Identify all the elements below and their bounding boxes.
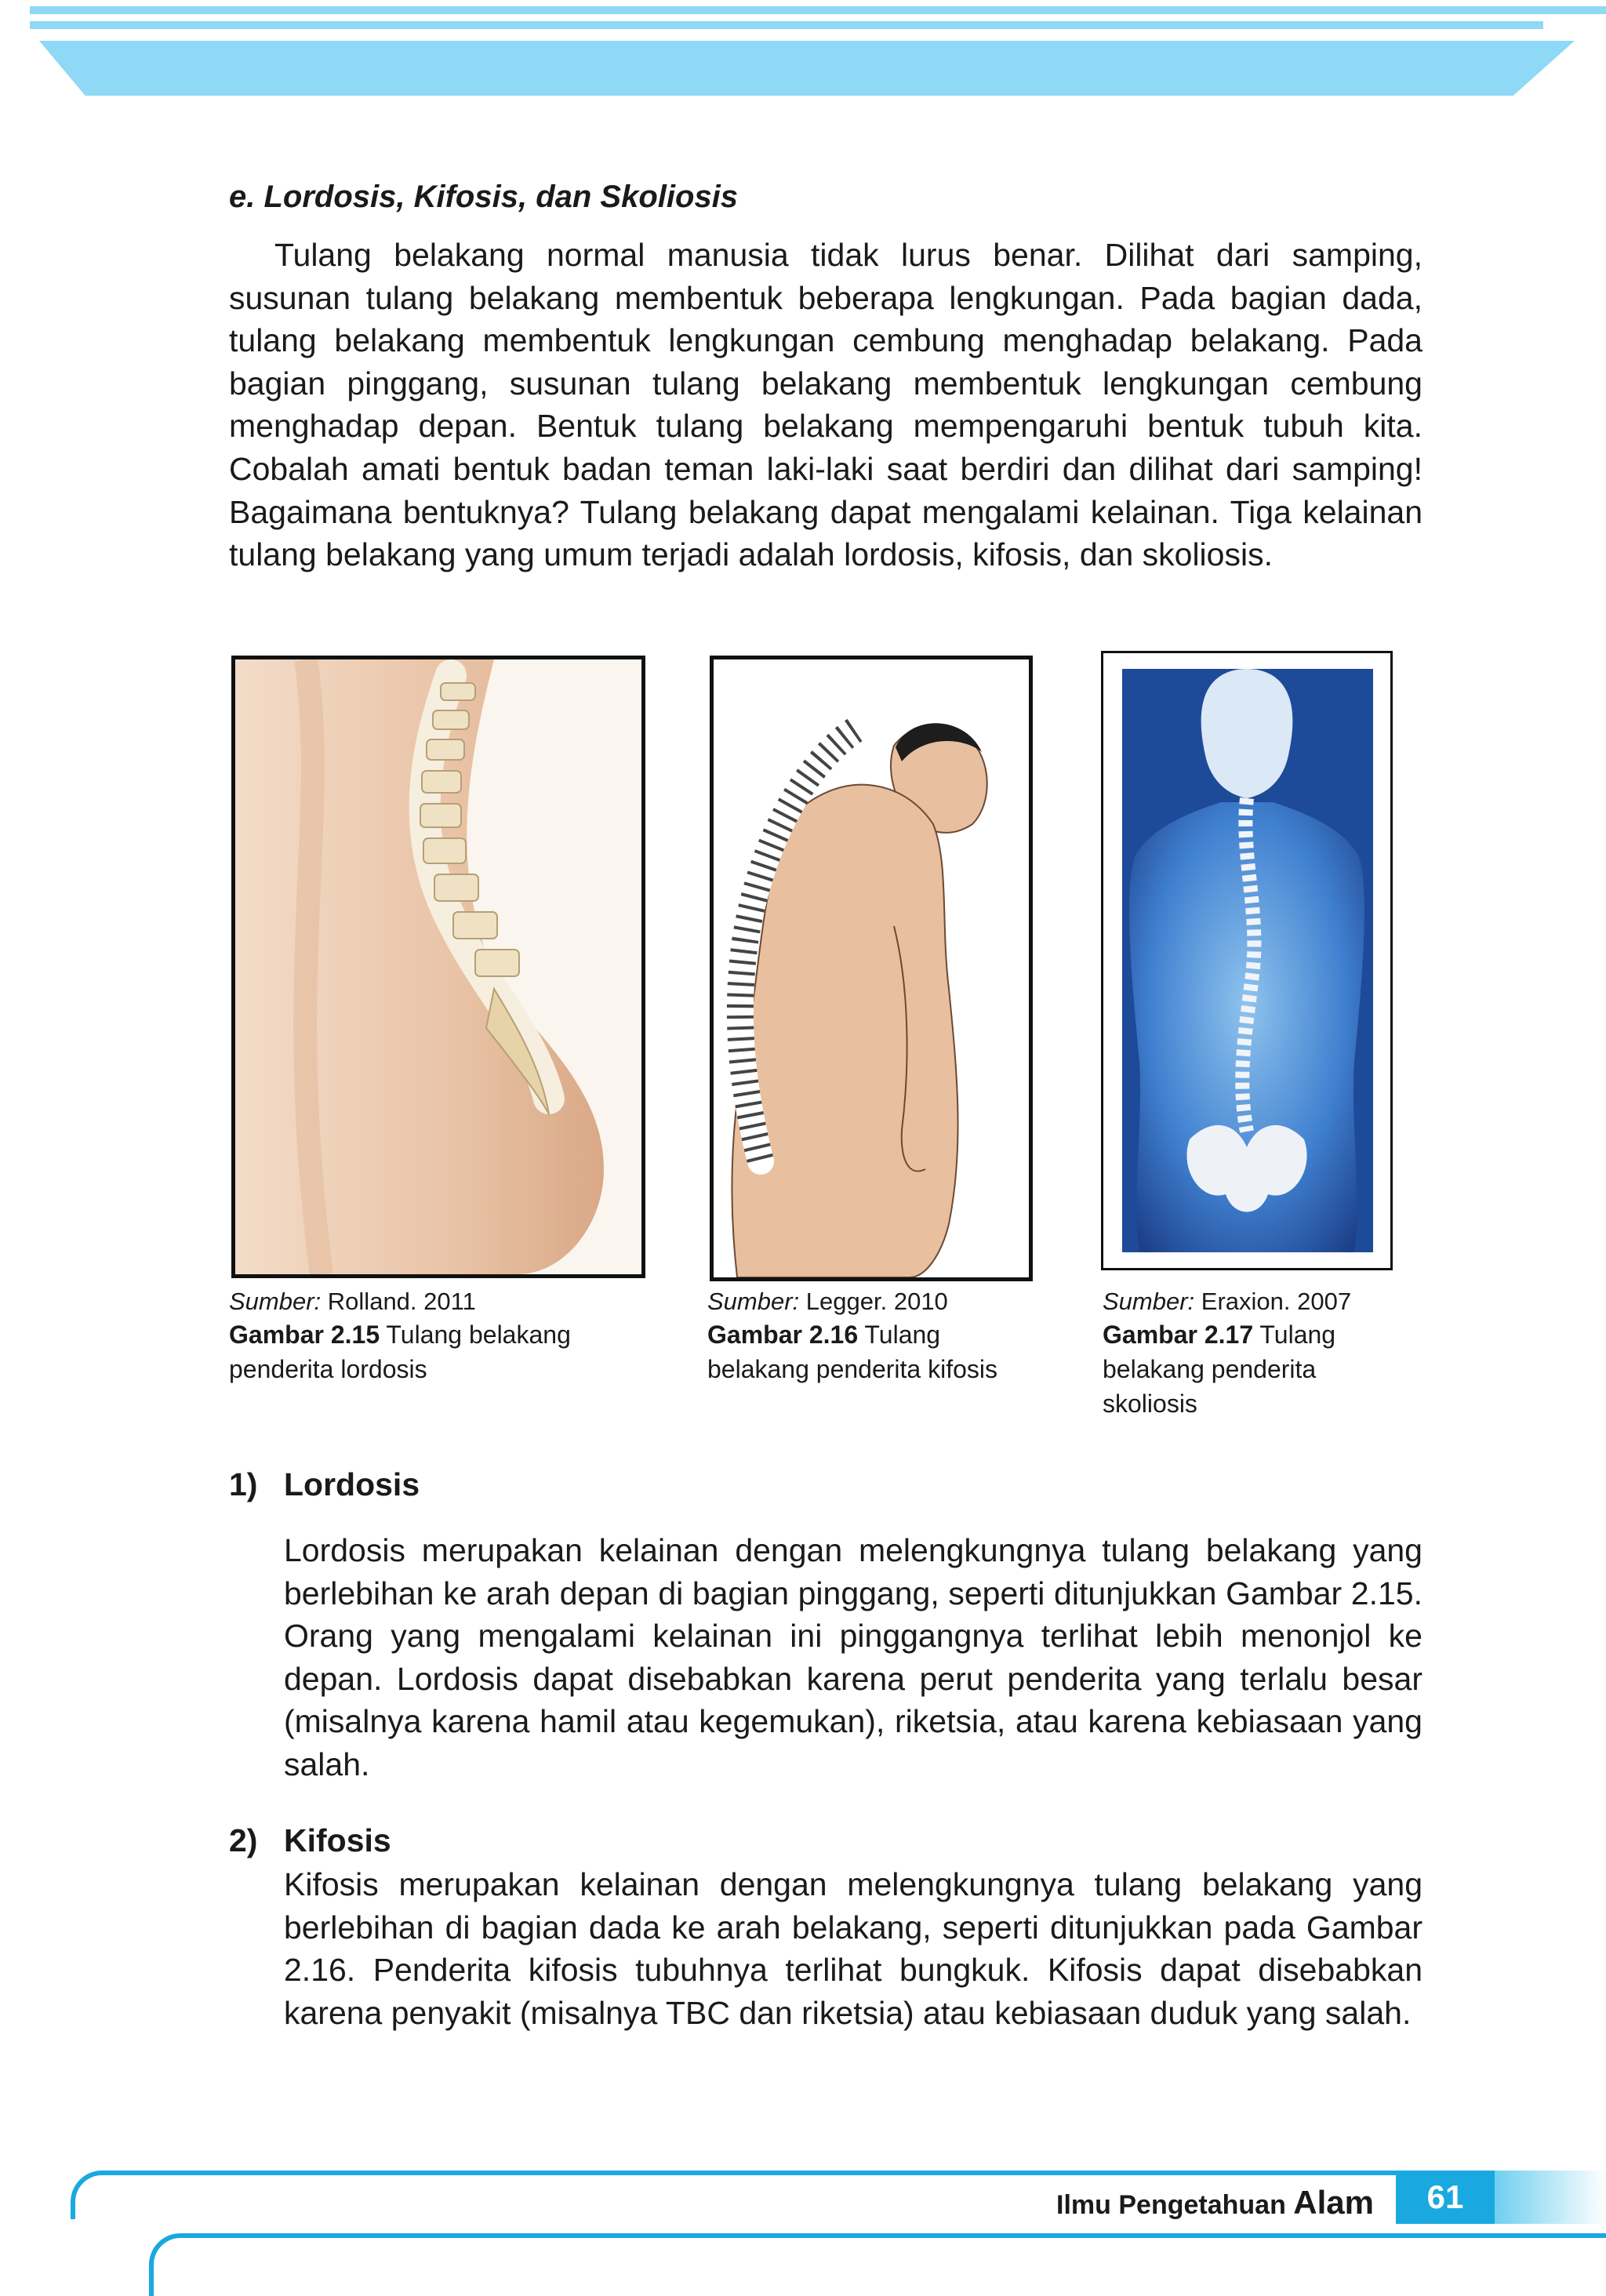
caption-source: Rolland. 2011 [327,1288,476,1315]
item-heading-kifosis [229,1819,391,1862]
figure-lordosis [231,656,645,1278]
lordosis-illustration [235,659,641,1274]
caption-source-label: Sumber: [707,1288,800,1315]
footer-subject-prefix: Ilmu Pengetahuan [1056,2190,1286,2220]
kifosis-illustration [714,659,1029,1277]
footer-frame-inner [149,2233,1606,2296]
item-title: Lordosis [284,1466,420,1502]
figure-skoliosis [1101,651,1393,1270]
caption-number: Gambar 2.16 [707,1321,859,1349]
intro-paragraph: Tulang belakang normal manusia tidak lurus benar. Dilihat dari samping, susunan tulang belakang membentuk beberapa lengkungan. Pada bagian dada, tulang belakang membentuk lengkungan cembung menghadap belakang. Pada bagian pinggang, susunan tulang belakang membentuk lengkungan cembung menghadap depan. Bentuk tulang belakang mempengaruhi bentuk tubuh kita. Cobalah amati bentuk badan teman laki-laki saat berdiri dan dilihat dari samping! Bagaimana bentuknya? Tulang belakang dapat mengalami kelainan. Tiga kelainan tulang belakang yang umum terjadi adalah lordosis, kifosis, dan skoliosis. [229,237,1423,573]
caption-source: Legger. 2010 [805,1288,948,1315]
caption-number: Gambar 2.17 [1103,1321,1254,1349]
caption-figure-2-16 [707,1286,1021,1386]
caption-source-label: Sumber: [1103,1288,1195,1315]
footer-subject [1056,2184,1374,2224]
header-band [39,41,1575,96]
item-heading-lordosis [229,1463,420,1506]
skoliosis-illustration [1103,653,1390,1268]
caption-source-label: Sumber: [229,1288,322,1315]
item-title: Kifosis [284,1822,391,1858]
item-number: 2) [229,1822,258,1858]
figure-kifosis [710,656,1033,1281]
caption-source: Eraxion. 2007 [1201,1288,1352,1315]
page-number: 61 [1396,2171,1495,2224]
lordosis-paragraph: Lordosis merupakan kelainan dengan melengkungnya tulang belakang yang berlebihan ke arah depan di bagian pinggang, seperti ditunjukkan Gambar 2.15. Orang yang mengalami kelainan ini pinggangnya terlihat lebih menonjol ke depan. Lordosis dapat disebabkan karena perut penderita yang terlalu besar (misalnya karena hamil atau kegemukan), riketsia, atau karena kebiasaan yang salah. [284,1532,1423,1782]
caption-text: Tulang belakang penderita skoliosis [1103,1321,1336,1418]
caption-text: Tulang belakang penderita kifosis [707,1321,998,1383]
header-stripe-top [30,6,1606,14]
caption-number: Gambar 2.15 [229,1321,380,1349]
kifosis-paragraph: Kifosis merupakan kelainan dengan melengkungnya tulang belakang yang berlebihan di bagian dada ke arah belakang, seperti ditunjukkan pada Gambar 2.16. Penderita kifosis tubuhnya terlihat bungkuk. Kifosis dapat disebabkan karena penyakit (misalnya TBC dan riketsia) atau kebiasaan duduk yang salah. [284,1866,1423,2031]
footer-frame-outer [71,2171,1606,2219]
footer-subject-main: Alam [1293,2184,1374,2221]
caption-figure-2-17 [1103,1286,1416,1421]
caption-text: Tulang belakang penderita lordosis [229,1321,571,1383]
header-stripe-middle [30,21,1543,29]
footer-fade [1495,2171,1606,2224]
section-title: e. Lordosis, Kifosis, dan Skoliosis [229,180,739,214]
caption-figure-2-15 [229,1286,668,1386]
item-number: 1) [229,1466,258,1502]
